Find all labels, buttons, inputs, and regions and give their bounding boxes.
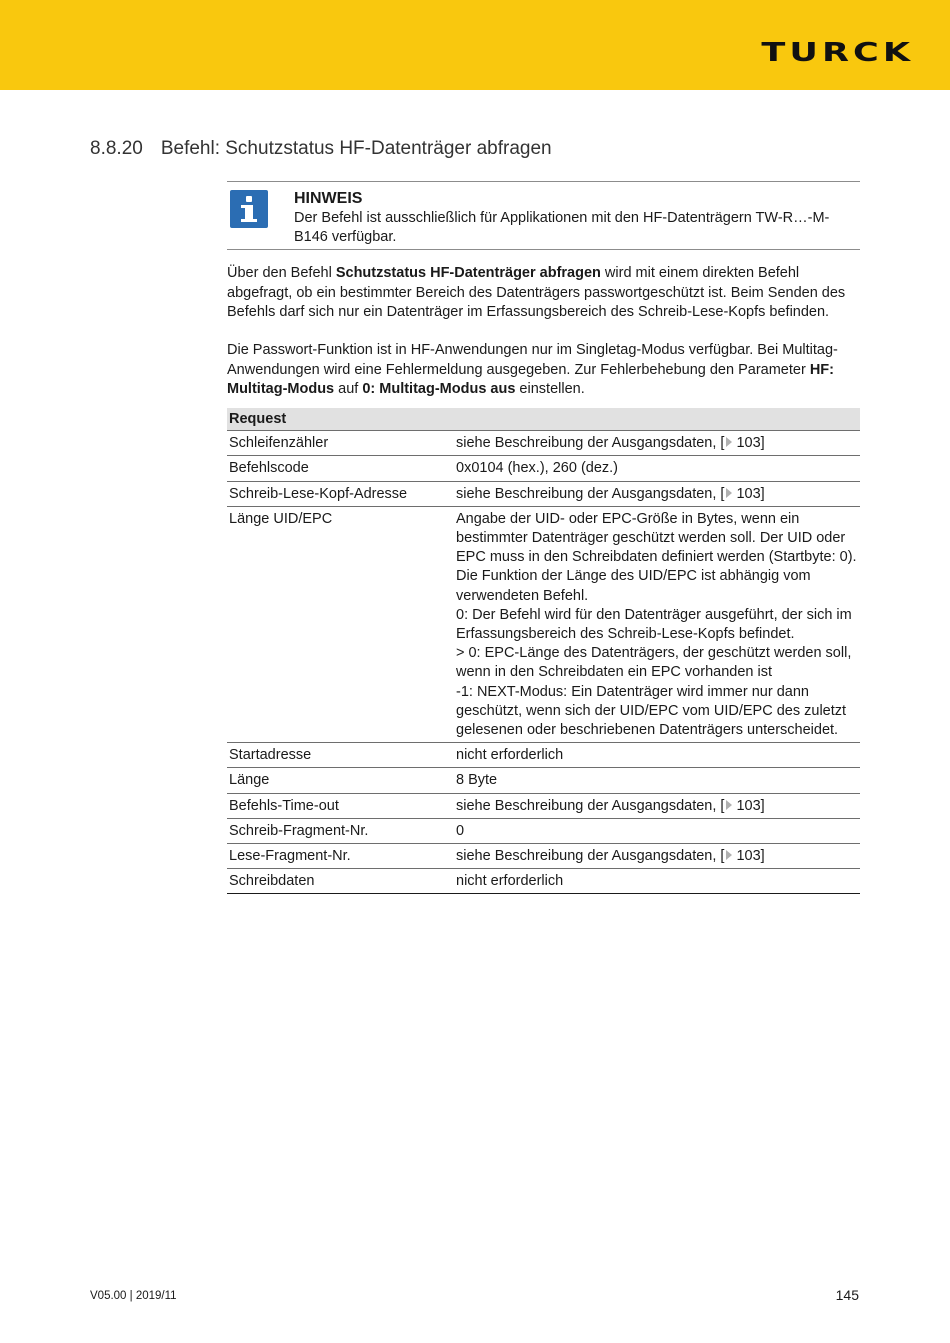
table-row: Schreibdaten nicht erforderlich [227,869,860,894]
paragraph-password-function: Die Passwort-Funktion ist in HF-Anwendungen nur im Singletag-Modus verfügbar. Bei Multitag-Anwendungen wird eine Fehlermeldung ausgegeben. Zur Fehlerbehebung den Parameter HF: Multitag-Modus auf 0: Multitag-Modus aus einstellen. [227,342,838,397]
page-reference-link[interactable]: 103] [736,797,765,814]
table-row: Lese-Fragment-Nr. siehe Beschreibung der Ausgangsdaten, [ 103] [227,844,860,869]
note-text: Der Befehl ist ausschließlich für Applikationen mit den HF-Datenträgern TW-R…-M-B146 verfügbar. [294,210,830,245]
table-row: Länge UID/EPC Angabe der UID- oder EPC-Größe in Bytes, wenn ein bestimmter Datenträger geschützt werden soll. Der UID oder EPC muss in den Schreibdaten definiert werden (Startbyte: 0). Die Funktion der Länge des UID/EPC ist abhängig vom verwendeten Befehl. 0: Der Befehl wird für den Datenträger ausgeführt, der sich im Erfassungsbereich des Schreib-Lese-Kopfs befindet. > 0: EPC-Länge des Datenträgers, der geschützt werden soll, wenn in den Schreibdaten ein EPC vorhanden ist -1: NEXT-Modus: Ein Datenträger wird immer nur dann geschützt, wenn sich der UID/EPC vom UID/EPC des zuletzt gelesenen oder beschriebenen Datenträgers unterscheidet. [227,506,860,742]
section-heading [90,138,552,160]
paragraph-command-description: Über den Befehl Schutzstatus HF-Datenträger abfragen wird mit einem direkten Befehl abgefragt, ob ein bestimmter Bereich des Datenträgers passwortgeschützt ist. Beim Senden des Befehls darf sich nur ein Datenträger im Erfassungsbereich des Schreib-Lese-Kopfs befinden. [227,265,846,320]
table-row: Schreib-Fragment-Nr. 0 [227,818,860,843]
table-row: Startadresse nicht erforderlich [227,743,860,768]
page-reference-link[interactable]: 103] [736,848,765,865]
table-row: Schleifenzähler siehe Beschreibung der Ausgangsdaten, [ 103] [227,431,860,456]
info-icon [230,190,268,228]
parameter-value: 0: Multitag-Modus aus [362,381,516,397]
page-reference-link[interactable]: 103] [736,435,765,452]
table-row: Schreib-Lese-Kopf-Adresse siehe Beschreibung der Ausgangsdaten, [ 103] [227,481,860,506]
section-title: Befehl: Schutzstatus HF-Datenträger abfragen [160,138,552,159]
page-number: 145 [835,1287,859,1303]
turck-logo: TURCK [761,38,914,68]
header-bar [0,0,950,90]
page-link-arrow-icon [726,437,732,447]
note-box [227,181,860,250]
page-link-arrow-icon [726,488,732,498]
section-number: 8.8.20 [90,138,143,159]
table-row: Befehlscode 0x0104 (hex.), 260 (dez.) [227,456,860,481]
command-name: Schutzstatus HF-Datenträger abfragen [335,265,601,281]
footer-version: V05.00 | 2019/11 [90,1290,177,1302]
request-table [227,408,860,894]
table-row: Befehls-Time-out siehe Beschreibung der Ausgangsdaten, [ 103] [227,793,860,818]
table-row: Länge 8 Byte [227,768,860,793]
page-link-arrow-icon [726,800,732,810]
note-title: HINWEIS [294,190,363,207]
page-reference-link[interactable]: 103] [736,485,765,502]
table-header: Request [227,408,860,431]
page-link-arrow-icon [726,850,732,860]
parameter-name: HF: Multitag-Modus [227,361,834,397]
